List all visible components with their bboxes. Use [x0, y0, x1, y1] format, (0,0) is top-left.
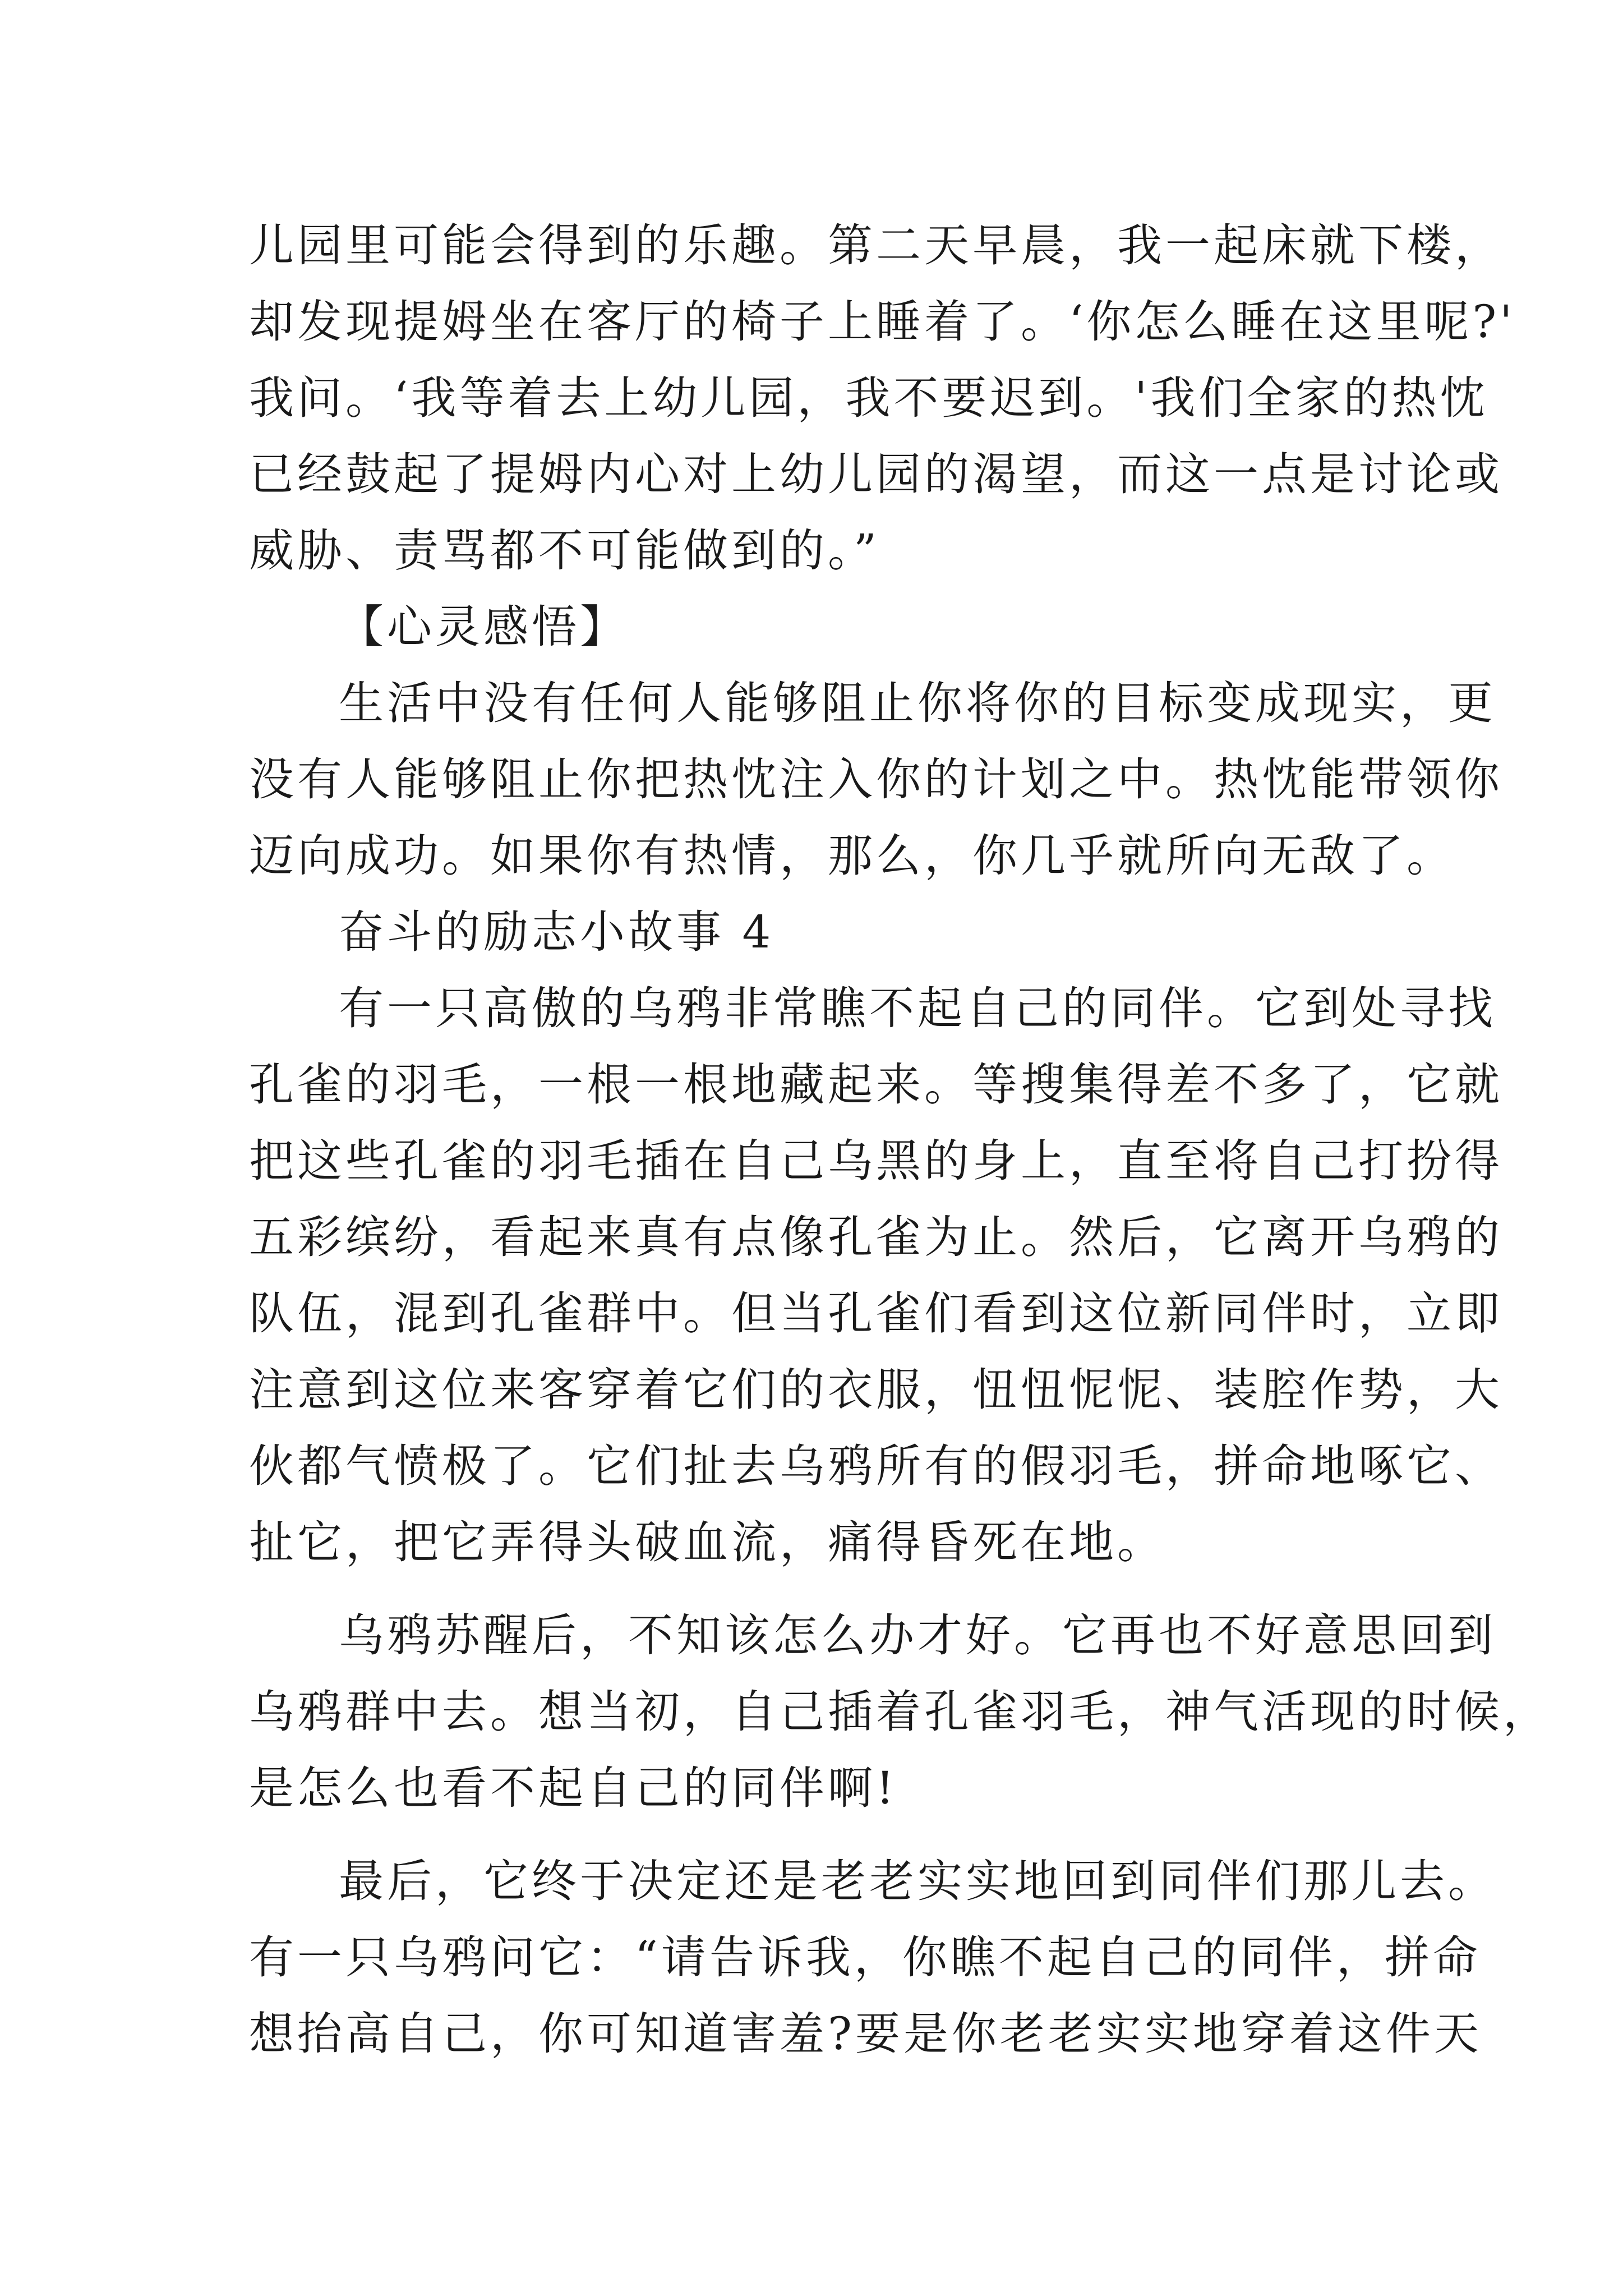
text-line: 威胁、责骂都不可能做到的。” — [249, 524, 880, 577]
text-line: 奋斗的励志小故事 4 — [339, 906, 774, 958]
text-line: 儿园里可能会得到的乐趣。第二天早晨，我一起床就下楼， — [249, 219, 1503, 272]
text-line: 乌鸦群中去。想当初，自己插着孔雀羽毛，神气活现的时候， — [249, 1686, 1551, 1738]
text-line: 却发现提姆坐在客厅的椅子上睡着了。‘你怎么睡在这里呢?' — [249, 296, 1516, 348]
text-line: 我问。‘我等着去上幼儿园，我不要迟到。'我们全家的热忱 — [249, 372, 1488, 424]
text-line: 没有人能够阻止你把热忱注入你的计划之中。热忱能带领你 — [249, 753, 1503, 806]
paragraph — [249, 208, 1516, 589]
document-body — [249, 208, 1551, 2072]
text-line: 有一只高傲的乌鸦非常瞧不起自己的同伴。它到处寻找 — [339, 982, 1496, 1034]
text-line: 【心灵感悟】 — [339, 601, 628, 653]
text-line: 生活中没有任何人能够阻止你将你的目标变成现实，更 — [339, 677, 1496, 729]
text-line: 最后，它终于决定还是老老实实地回到同伴们那儿去。 — [339, 1855, 1496, 1907]
paragraph — [249, 589, 1393, 665]
text-line: 乌鸦苏醒后，不知该怎么办才好。它再也不好意思回到 — [339, 1609, 1496, 1662]
text-line: 把这些孔雀的羽毛插在自己乌黑的身上，直至将自己打扮得 — [249, 1135, 1503, 1187]
text-line: 队伍，混到孔雀群中。但当孔雀们看到这位新同伴时，立即 — [249, 1287, 1503, 1340]
text-line: 注意到这位来客穿着它们的衣服，忸忸怩怩、装腔作势，大 — [249, 1364, 1503, 1416]
text-line: 已经鼓起了提姆内心对上幼儿园的渴望，而这一点是讨论或 — [249, 448, 1503, 500]
paragraph — [249, 1598, 1551, 1826]
text-line: 伙都气愤极了。它们扯去乌鸦所有的假羽毛，拼命地啄它、 — [249, 1440, 1503, 1492]
text-line: 有一只乌鸦问它：“请告诉我，你瞧不起自己的同伴，拼命 — [249, 1931, 1481, 1984]
text-line: 是怎么也看不起自己的同伴啊! — [249, 1762, 898, 1814]
text-line: 五彩缤纷，看起来真有点像孔雀为止。然后，它离开乌鸦的 — [249, 1211, 1503, 1263]
text-line: 孔雀的羽毛，一根一根地藏起来。等搜集得差不多了，它就 — [249, 1059, 1503, 1111]
paragraph — [249, 894, 1393, 970]
text-line: 想抬高自己，你可知道害羞?要是你老老实实地穿着这件天 — [249, 2008, 1482, 2060]
paragraph — [249, 970, 1503, 1581]
paragraph — [249, 1843, 1496, 2072]
paragraph — [249, 665, 1503, 894]
text-line: 迈向成功。如果你有热情，那么，你几乎就所向无敌了。 — [249, 830, 1455, 882]
text-line: 扯它，把它弄得头破血流，痛得昏死在地。 — [249, 1516, 1165, 1568]
